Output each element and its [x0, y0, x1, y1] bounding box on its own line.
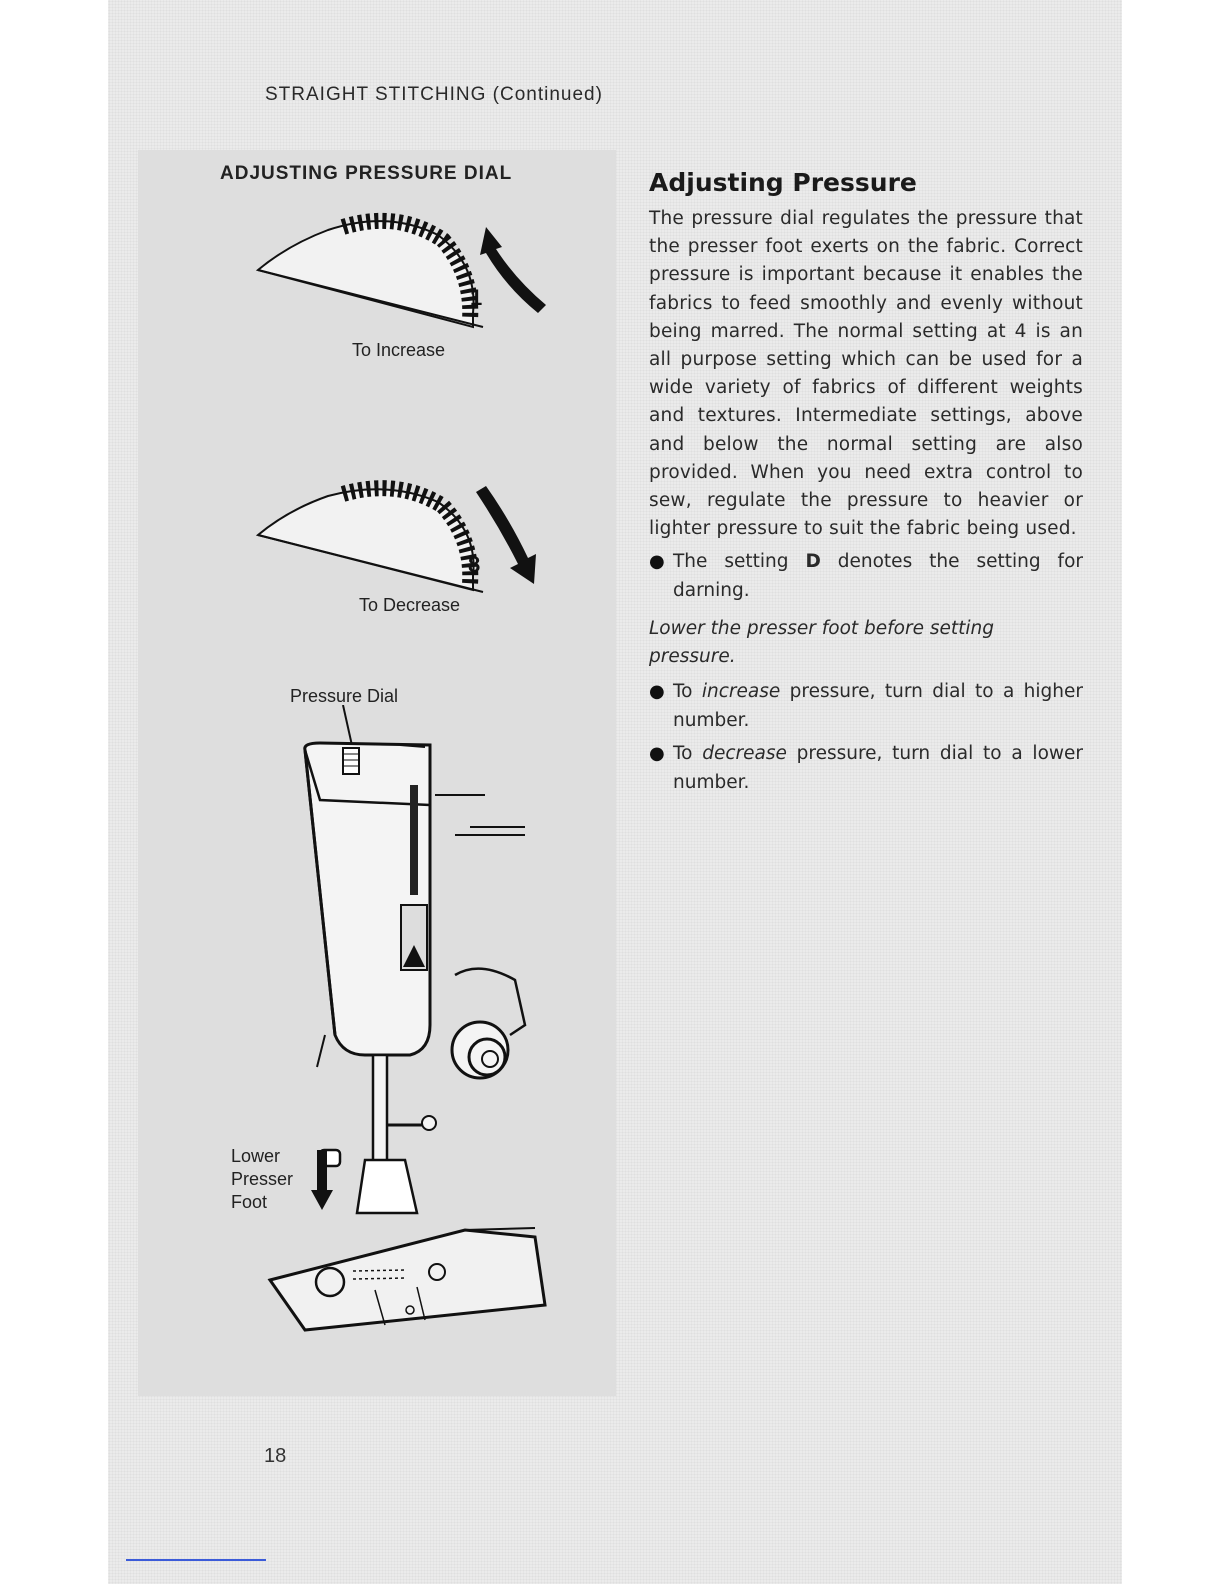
increase-suffix: pressure, turn dial to a higher number. [673, 681, 1083, 732]
panel-title: ADJUSTING PRESSURE DIAL [220, 163, 513, 184]
decrease-dial-illustration [248, 480, 558, 595]
page-number: 18 [264, 1445, 287, 1467]
intro-paragraph: The pressure dial regulates the pressure that the presser foot exerts on the fabric. Correct pressure is important because it enables the fabrics to feed smoothly and evenly without being marred. The normal setting at 4 is an all purpose setting which can be used for a wide variety of fabrics of different weights and textures. Intermediate settings, above and below the normal setting are also provided. When you need extra control to sew, regulate the pressure to heavier or lighter pressure to suit the fabric being used. [649, 208, 1083, 540]
lower-label-line-3: Foot [231, 1192, 268, 1212]
darning-prefix: The setting [673, 551, 806, 573]
increase-word: increase [701, 681, 781, 703]
increase-prefix: To [673, 681, 702, 703]
bullet-icon: ● [649, 551, 665, 573]
section-heading: Adjusting Pressure [649, 168, 917, 197]
darning-bullet [649, 547, 1083, 605]
section-header: STRAIGHT STITCHING (Continued) [265, 84, 603, 105]
lower-presser-foot-label [231, 1145, 293, 1214]
increase-dial-number: 1 [470, 285, 483, 310]
lower-label-line-2: Presser [231, 1169, 294, 1189]
bullet-icon: ● [649, 681, 665, 703]
increase-caption: To Increase [352, 340, 446, 360]
increase-text [673, 677, 1083, 735]
darning-suffix: denotes the setting for darning. [673, 551, 1083, 602]
link-underline [126, 1559, 266, 1561]
darning-setting: D [805, 551, 821, 573]
decrease-text [673, 739, 1083, 797]
sewing-machine-illustration [225, 705, 565, 1345]
decrease-word: decrease [702, 743, 787, 765]
decrease-caption: To Decrease [359, 595, 461, 615]
decrease-dial-number: 8 [468, 552, 481, 577]
pressure-dial-label: Pressure Dial [290, 686, 399, 706]
increase-bullet [649, 677, 1083, 735]
presser-foot-note: Lower the presser foot before setting pressure. [649, 618, 994, 668]
increase-dial-illustration [248, 205, 558, 330]
darning-text [673, 547, 1083, 605]
lower-label-line-1: Lower [231, 1146, 281, 1166]
instructions-column [649, 168, 1083, 797]
decrease-suffix: pressure, turn dial to a lower number. [673, 743, 1084, 794]
decrease-bullet [649, 739, 1083, 797]
decrease-prefix: To [673, 743, 703, 765]
bullet-icon: ● [649, 743, 665, 765]
